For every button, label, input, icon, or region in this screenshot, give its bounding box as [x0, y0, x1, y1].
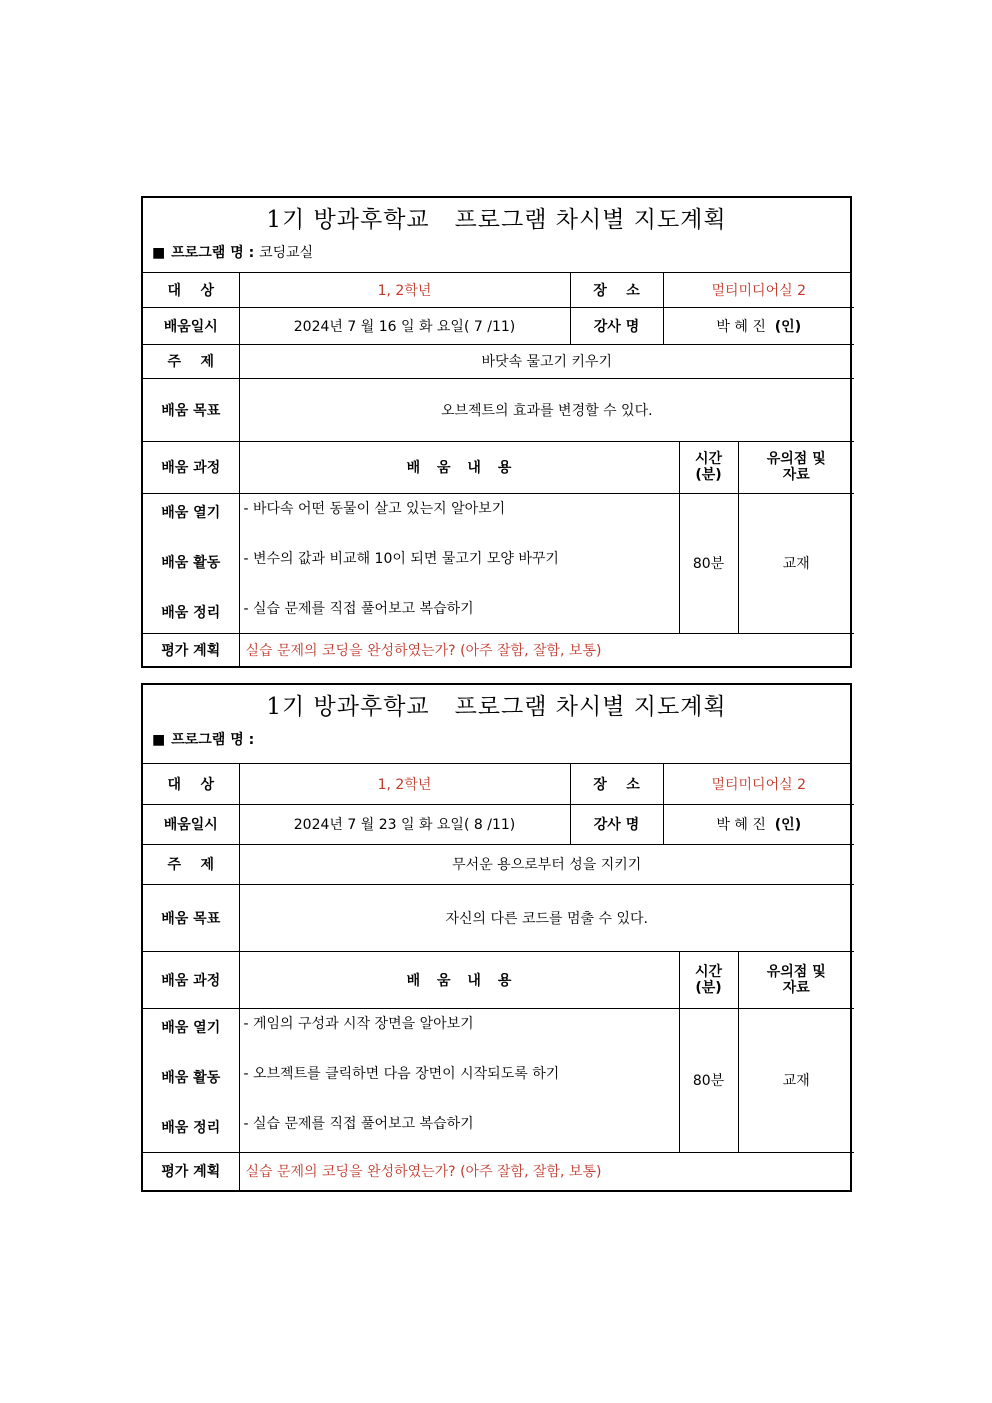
goal-row [143, 378, 854, 441]
topic-label: 주 제 [143, 844, 239, 884]
plan-table [143, 764, 854, 1190]
date-row [143, 307, 854, 344]
process-header: 배움 과정 [143, 951, 239, 1008]
time-header: 시간 (분) [679, 951, 738, 1008]
target-row [143, 764, 854, 804]
eval-value: 실습 문제의 코딩을 완성하였는가? (아주 잘함, 잘함, 보통) [239, 1152, 854, 1190]
teacher-seal: (인) [774, 318, 802, 335]
topic-label: 주 제 [143, 344, 239, 378]
date-row [143, 804, 854, 844]
step-content-activity: - 변수의 값과 비교해 10이 되면 물고기 모양 바꾸기 [243, 550, 559, 567]
step-contents [239, 493, 679, 633]
teacher-label: 강사 명 [570, 307, 663, 344]
topic-row [143, 344, 854, 378]
place-label: 장 소 [570, 273, 663, 307]
notes-value: 교재 [738, 493, 854, 633]
place-value: 멀티미디어실 2 [663, 764, 854, 804]
goal-label: 배움 목표 [143, 884, 239, 951]
goal-value: 오브젝트의 효과를 변경할 수 있다. [239, 378, 854, 441]
step-contents [239, 1008, 679, 1152]
step-content-open: - 바다속 어떤 동물이 살고 있는지 알아보기 [243, 500, 506, 517]
step-labels [143, 1008, 239, 1152]
notes-value: 교재 [738, 1008, 854, 1152]
eval-row [143, 1152, 854, 1190]
time-value: 80분 [679, 1008, 738, 1152]
topic-value: 무서운 용으로부터 성을 지키기 [239, 844, 854, 884]
step-content-open: - 게임의 구성과 시작 장면을 알아보기 [243, 1015, 474, 1032]
time-header: 시간 (분) [679, 441, 738, 493]
content-header: 배 움 내 용 [239, 441, 679, 493]
notes-header: 유의점 및 자료 [738, 441, 854, 493]
target-value: 1, 2학년 [239, 764, 570, 804]
process-header-row [143, 951, 854, 1008]
eval-label: 평가 계획 [143, 633, 239, 666]
step-label-activity: 배움 활동 [161, 1069, 221, 1086]
teacher-value: 박 혜 진 [716, 318, 766, 335]
goal-row [143, 884, 854, 951]
step-label-open: 배움 열기 [161, 1019, 221, 1036]
step-label-wrapup: 배움 정리 [161, 1119, 221, 1136]
step-label-wrapup: 배움 정리 [161, 604, 221, 621]
step-label-activity: 배움 활동 [161, 554, 221, 571]
teacher-cell [663, 804, 854, 844]
date-label: 배움일시 [143, 307, 239, 344]
topic-row [143, 844, 854, 884]
step-labels [143, 493, 239, 633]
square-bullet-icon: ■ [152, 732, 166, 748]
steps-row [143, 493, 854, 633]
plan-header [143, 198, 850, 273]
program-name-value: 코딩교실 [259, 245, 314, 261]
target-value: 1, 2학년 [239, 273, 570, 307]
topic-value: 바닷속 물고기 키우기 [239, 344, 854, 378]
step-content-wrapup: - 실습 문제를 직접 풀어보고 복습하기 [243, 1115, 474, 1132]
teacher-cell [663, 307, 854, 344]
process-header: 배움 과정 [143, 441, 239, 493]
date-label: 배움일시 [143, 804, 239, 844]
notes-header: 유의점 및 자료 [738, 951, 854, 1008]
program-name-label: 프로그램 명 : [171, 732, 255, 748]
eval-value: 실습 문제의 코딩을 완성하였는가? (아주 잘함, 잘함, 보통) [239, 633, 854, 666]
program-name-label: 프로그램 명 : [171, 245, 255, 261]
program-name-row [143, 242, 850, 272]
teacher-value: 박 혜 진 [716, 817, 766, 833]
eval-label: 평가 계획 [143, 1152, 239, 1190]
plan-header [143, 685, 850, 764]
step-content-activity: - 오브젝트를 클릭하면 다음 장면이 시작되도록 하기 [243, 1065, 560, 1082]
content-header: 배 움 내 용 [239, 951, 679, 1008]
square-bullet-icon: ■ [152, 245, 166, 261]
date-value: 2024년 7 월 23 일 화 요일( 8 /11) [239, 804, 570, 844]
date-value: 2024년 7 월 16 일 화 요일( 7 /11) [239, 307, 570, 344]
process-header-row [143, 441, 854, 493]
eval-row [143, 633, 854, 666]
plan-title: 1기 방과후학교 프로그램 차시별 지도계획 [266, 694, 727, 720]
target-label: 대 상 [143, 273, 239, 307]
time-value: 80분 [679, 493, 738, 633]
teacher-seal: (인) [774, 817, 802, 833]
place-label: 장 소 [570, 764, 663, 804]
plan-table [143, 273, 854, 666]
goal-label: 배움 목표 [143, 378, 239, 441]
plan-title: 1기 방과후학교 프로그램 차시별 지도계획 [266, 207, 727, 233]
teacher-label: 강사 명 [570, 804, 663, 844]
target-row [143, 273, 854, 307]
steps-row [143, 1008, 854, 1152]
goal-value: 자신의 다른 코드를 멈출 수 있다. [239, 884, 854, 951]
lesson-plan-2 [141, 683, 852, 1192]
place-value: 멀티미디어실 2 [663, 273, 854, 307]
step-content-wrapup: - 실습 문제를 직접 풀어보고 복습하기 [243, 600, 474, 617]
program-name-row [143, 729, 850, 763]
step-label-open: 배움 열기 [161, 504, 221, 521]
target-label: 대 상 [143, 764, 239, 804]
lesson-plan-1 [141, 196, 852, 668]
